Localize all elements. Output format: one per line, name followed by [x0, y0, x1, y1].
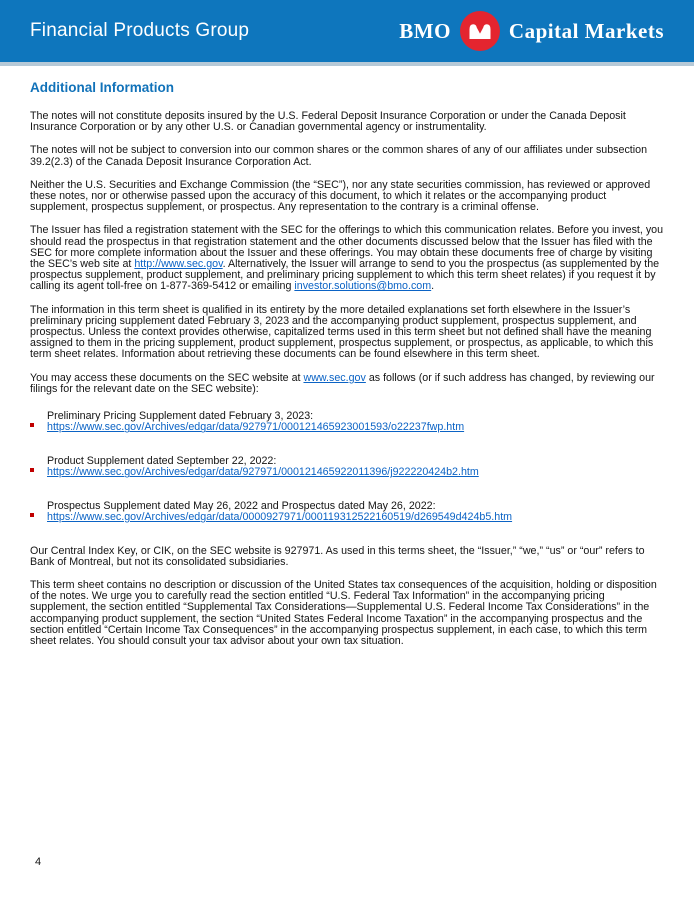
header-title: Financial Products Group	[30, 20, 250, 41]
list-item	[30, 501, 664, 524]
filing-label: Product Supplement dated September 22, 2022:	[47, 454, 277, 467]
document-body	[0, 66, 694, 647]
red-square-bullet-icon	[30, 456, 47, 479]
paragraph-conversion: The notes will not be subject to conversion into our common shares or the common shares of any of our affiliates under subsection 39.2(2.3) of the Canada Deposit Insurance Corporation Act.	[30, 144, 648, 168]
bmo-capital-markets-logo	[399, 11, 664, 51]
sec-gov-link[interactable]: http://www.sec.gov	[134, 258, 223, 271]
paragraph-sec-disclaimer: Neither the U.S. Securities and Exchange Commission (the “SEC”), nor any state securities commission, has reviewed or approved these notes, nor or otherwise passed upon the accuracy of this document, to which it relates or the accompanying product supplement, prospectus supplement, or prospectus. Any representation to the contrary is a criminal offense.	[30, 178, 651, 214]
paragraph-qualified-information: The information in this term sheet is qualified in its entirety by the more detailed explanations set forth elsewhere in the Issuer’s preliminary pricing supplement dated February 3, 2023 and the accompanying product supplement, prospectus supplement, and prospectus. Unless the context provides otherwise, capitalized terms used in this term sheet but not defined shall have the meaning assigned to them in the pricing supplement, product supplement, prospectus supplement, or prospectus, as applicable, to which this term sheet relates. Information about retrieving these documents can be found elsewhere in this term sheet.	[30, 303, 654, 361]
paragraph-tax-consequences: This term sheet contains no description or discussion of the United States tax consequences of the acquisition, holding or disposition of the notes. We urge you to carefully read the section entitled “U.S. Federal Tax Information” in the accompanying pricing supplement, the section entitled “Supplemental Tax Considerations—Supplemental U.S. Federal Income Tax Considerations” in the accompanying product supplement, the section “United States Federal Income Taxation” in the accompanying prospectus and the section entitled “Certain Income Tax Consequences” in the accompanying prospectus supplement, in each case, to which this term sheet relates. You should consult your tax advisor about your own tax situation.	[30, 578, 657, 647]
preliminary-pricing-supplement-link[interactable]: https://www.sec.gov/Archives/edgar/data/927971/000121465923001593/o22237fwp.htm	[47, 421, 465, 434]
red-square-bullet-icon	[30, 411, 47, 434]
prospectus-supplement-link[interactable]: https://www.sec.gov/Archives/edgar/data/0000927971/000119312522160519/d269549d424b5.htm	[47, 511, 513, 524]
paragraph-text: The Issuer has filed a registration statement with the SEC for the offerings to which this communication relates. Before you invest, you should read the prospectus in that registration statement and the other documents discussed below that the Issuer has filed with the SEC for more complete information about the Issuer and these offerings. You may obtain these documents free of charge by visiting the SEC’s web site at	[30, 224, 664, 271]
capital-markets-logo-text: Capital Markets	[508, 18, 664, 43]
filing-label: Prospectus Supplement dated May 26, 2022 and Prospectus dated May 26, 2022:	[47, 499, 436, 512]
filing-label: Preliminary Pricing Supplement dated February 3, 2023:	[47, 410, 314, 423]
paragraph-text: You may access these documents on the SEC website at	[30, 371, 304, 384]
investor-solutions-email-link[interactable]: investor.solutions@bmo.com	[294, 280, 432, 293]
www-sec-gov-link[interactable]: www.sec.gov	[303, 371, 366, 384]
paragraph-text: . Alternatively, the Issuer will arrange to send to you the prospectus (as supplemented by the prospectus supplement, product supplement, and preliminary pricing supplement to which this term sheet relates) if you request it by calling its agent toll-free on 1-877-369-5412 or emailing	[30, 258, 660, 293]
paragraph-text: as follows (or if such address has changed, by reviewing our filings for the relevant date on the SEC website):	[30, 371, 655, 395]
sec-filings-list	[30, 411, 664, 523]
paragraph-text: .	[431, 280, 435, 293]
header-banner	[0, 0, 694, 62]
list-item	[30, 456, 664, 479]
red-square-bullet-icon	[30, 501, 47, 524]
paragraph-access-documents	[30, 373, 664, 395]
paragraph-deposit-insurance: The notes will not constitute deposits insured by the U.S. Federal Deposit Insurance Corporation or under the Canada Deposit Insurance Corporation or by any other U.S. or Canadian governmental agency or instrumentality.	[30, 110, 626, 134]
paragraph-registration-statement	[30, 225, 664, 292]
bmo-logo-text: BMO	[399, 18, 451, 43]
list-item	[30, 411, 664, 434]
bmo-roundel-icon	[460, 11, 500, 51]
page-number: 4	[35, 856, 42, 868]
paragraph-cik: Our Central Index Key, or CIK, on the SEC website is 927971. As used in this terms sheet, the “Issuer,” “we,” “us” or “our” refers to Bank of Montreal, but not its consolidated subsidiaries.	[30, 544, 645, 568]
product-supplement-link[interactable]: https://www.sec.gov/Archives/edgar/data/927971/000121465922011396/j922220424b2.htm	[47, 466, 479, 479]
section-heading: Additional Information	[30, 80, 174, 95]
